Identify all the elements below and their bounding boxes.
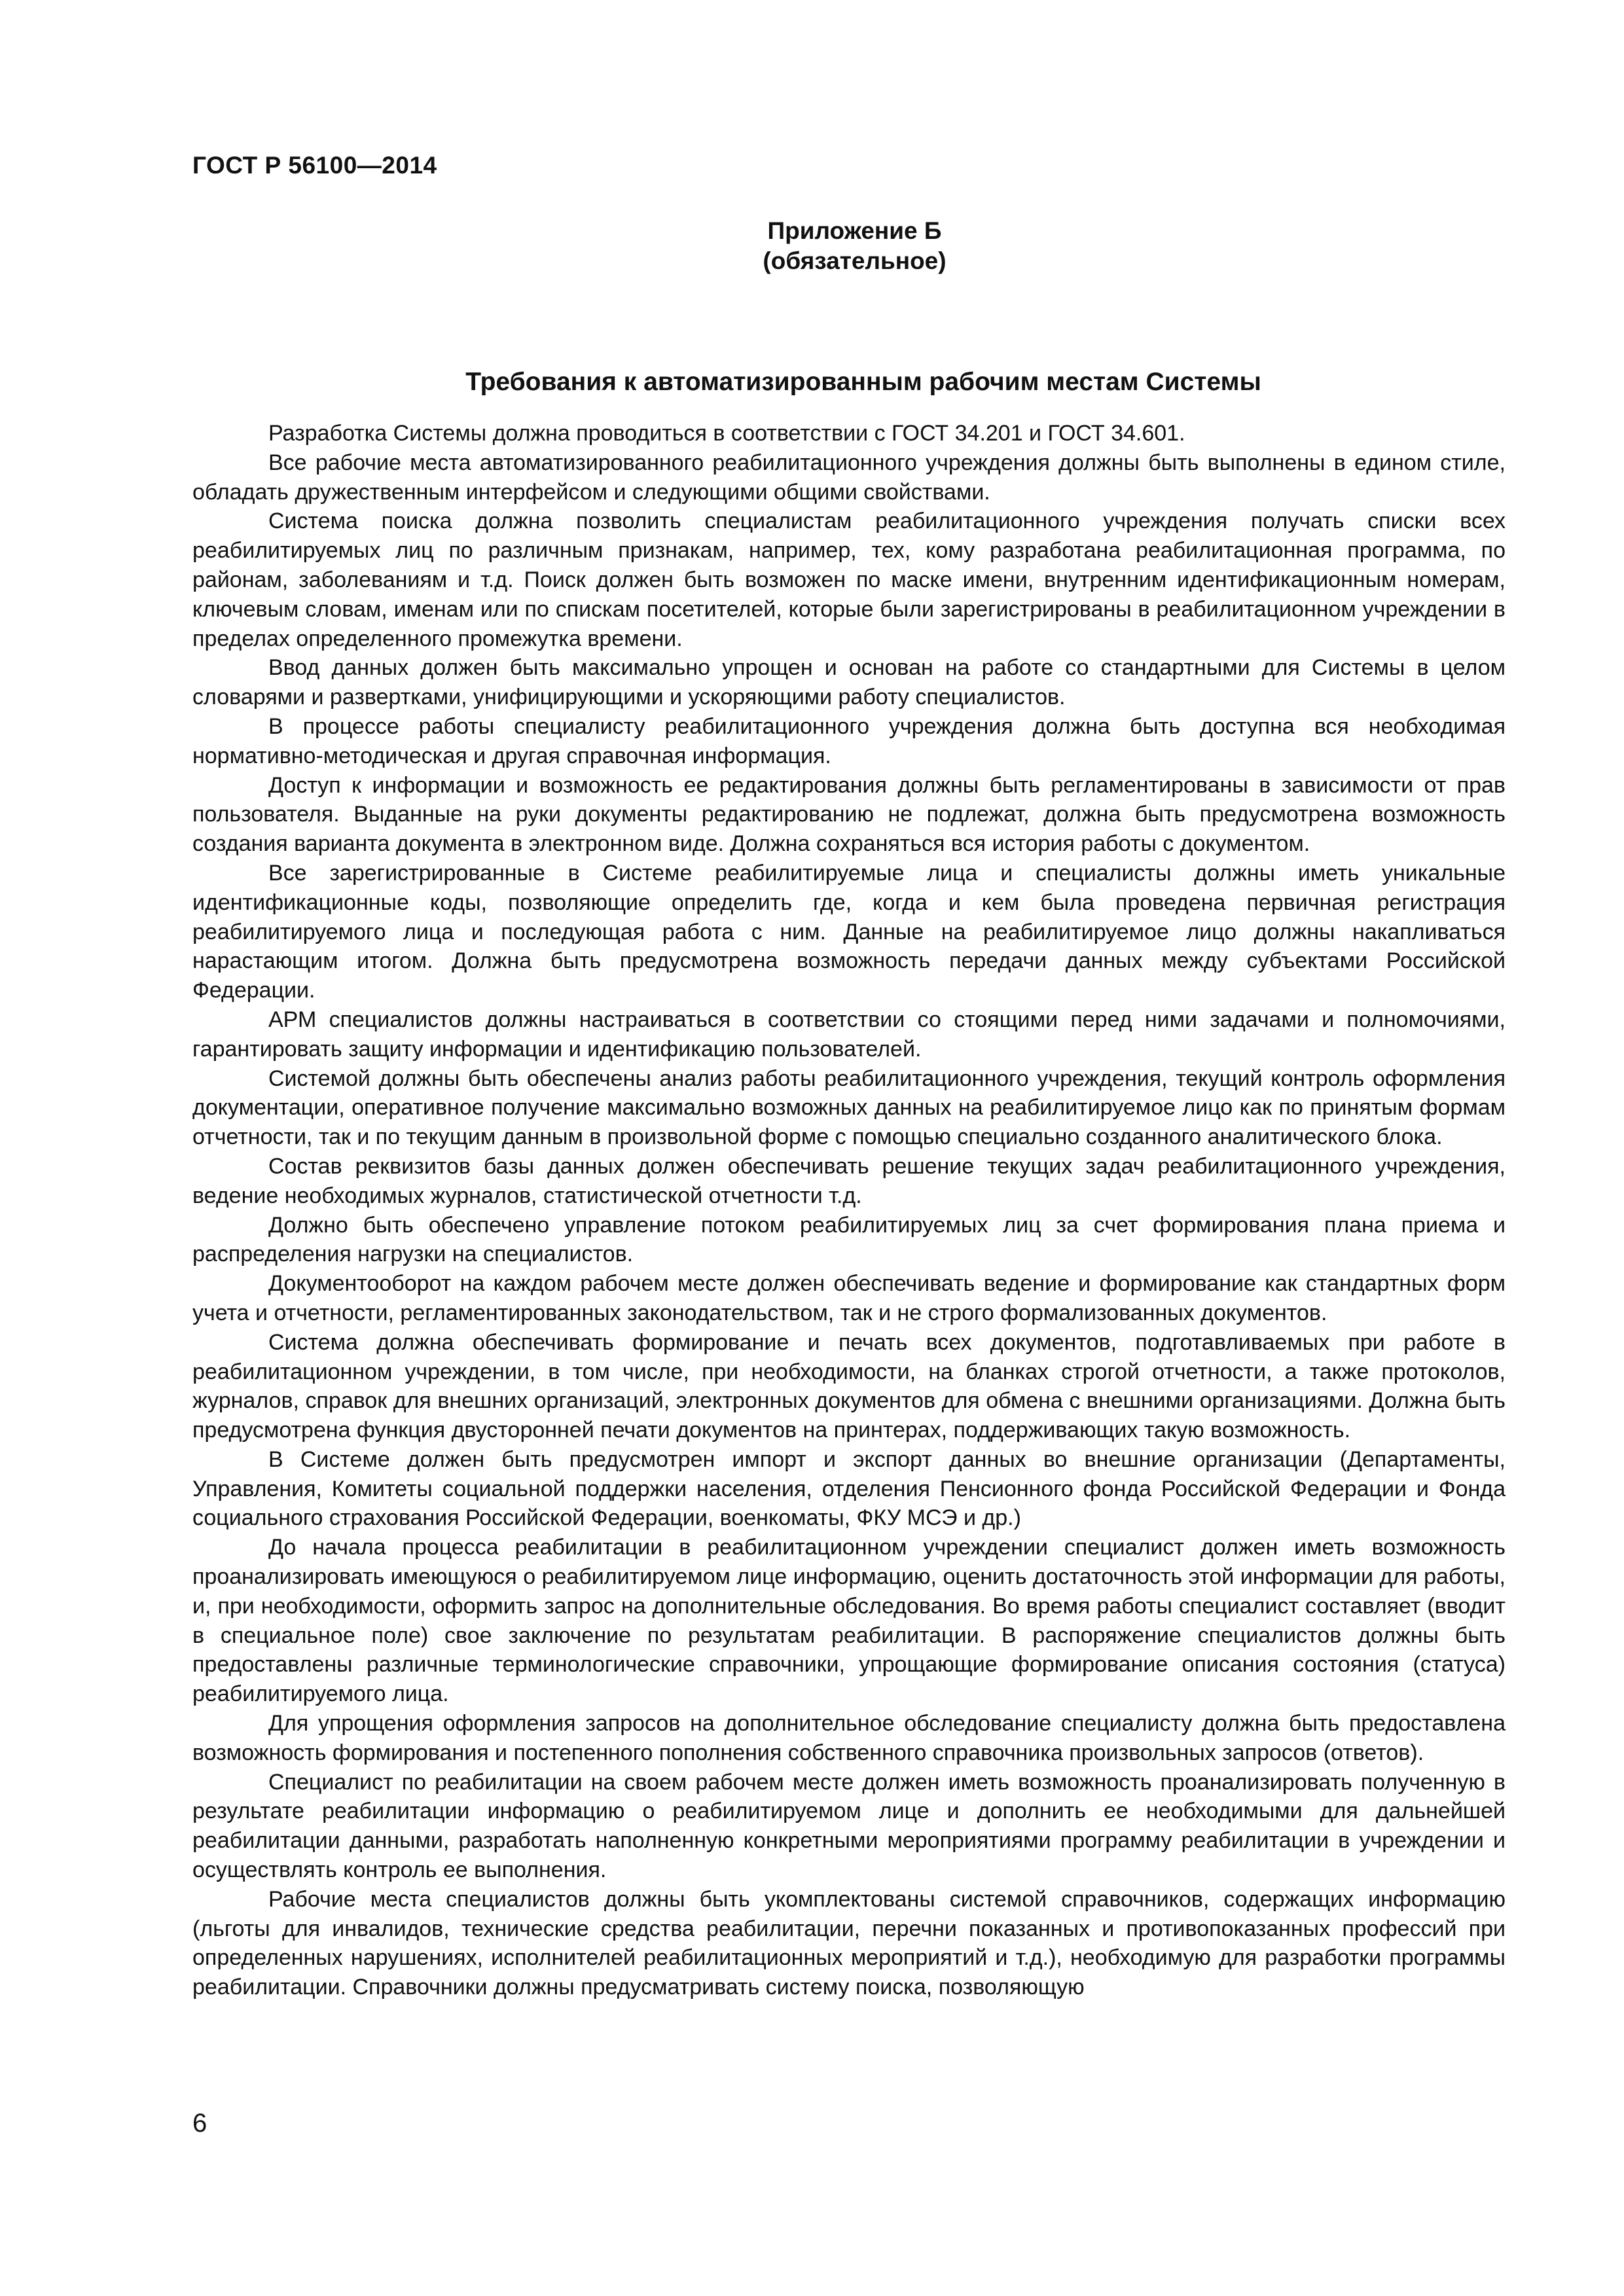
paragraph: Для упрощения оформления запросов на дополнительное обследование специалисту должна быть предоставлена возможность формирования и постепенного пополнения собственного справочника произвольных запросов (ответов). — [192, 1711, 1506, 1765]
standard-code-header: ГОСТ Р 56100—2014 — [192, 152, 437, 179]
paragraph: АРМ специалистов должны настраиваться в соответствии со стоящими перед ними задачами и полномочиями, гарантировать защиту информации и идентификацию пользователей. — [192, 1007, 1506, 1062]
paragraph: Должно быть обеспечено управление потоком реабилитируемых лиц за счет формирования плана приема и распределения нагрузки на специалистов. — [192, 1212, 1506, 1267]
paragraph: Все зарегистрированные в Системе реабилитируемые лица и специалисты должны иметь уникальные идентификационные коды, позволяющие определить где, когда и кем была проведена первичная регистрация реабилитируемого лица и последующая работа с ним. Данные на реабилитируемое лицо должны накапливаться нарастающим итогом. Должна быть предусмотрена возможность передачи данных между субъектами Российской Федерации. — [192, 860, 1506, 1003]
paragraph: Разработка Системы должна проводиться в соответствии с ГОСТ 34.201 и ГОСТ 34.601. — [268, 421, 1185, 446]
paragraph: Документооборот на каждом рабочем месте должен обеспечивать ведение и формирование как стандартных форм учета и отчетности, регламентированных законодательством, так и не строго формализованных документов. — [192, 1271, 1506, 1325]
section-title: Требования к автоматизированным рабочим местам Системы — [465, 368, 1261, 396]
paragraph: Рабочие места специалистов должны быть укомплектованы системой справочников, содержащих информацию (льготы для инвалидов, технические средства реабилитации, перечни показанных и противопоказанных профессий при определенных нарушениях, исполнителей реабилитационных мероприятий и т.д.), необходимую для разработки программы реабилитации. Справочники должны предусматривать систему поиска, позволяющую — [192, 1886, 1506, 2000]
paragraph: До начала процесса реабилитации в реабилитационном учреждении специалист должен иметь возможность проанализировать имеющуюся о реабилитируемом лице информацию, оценить достаточность этой информации для работы, и, при необходимости, оформить запрос на дополнительные обследования. Во время работы специалист составляет (вводит в специальное поле) свое заключение по результатам реабилитации. В распоряжение специалистов должны быть предоставлены различные терминологические справочники, упрощающие формирование описания состояния (статуса) реабилитируемого лица. — [192, 1535, 1506, 1707]
paragraph: Система поиска должна позволить специалистам реабилитационного учреждения получать списки всех реабилитируемых лиц по различным признакам, например, тех, кому разработана реабилитационная программа, по районам, заболеваниям и т.д. Поиск должен быть возможен по маске имени, внутренним идентификационным номерам, ключевым словам, именам или по спискам посетителей, которые были зарегистрированы в реабилитационном учреждении в пределах определенного промежутка времени. — [192, 509, 1506, 651]
appendix-title: Приложение Б — [767, 217, 942, 244]
paragraph: В Системе должен быть предусмотрен импорт и экспорт данных во внешние организации (Департаменты, Управления, Комитеты социальной поддержки населения, отделения Пенсионного фонда Российской Федерации и Фонда социального страхования Российской Федерации, военкоматы, ФКУ МСЭ и др.) — [192, 1446, 1506, 1531]
appendix-status: (обязательное) — [763, 247, 947, 274]
page-number: 6 — [192, 2109, 208, 2138]
paragraph: Ввод данных должен быть максимально упрощен и основан на работе со стандартными для Системы в целом словарями и развертками, унифицирующими и ускоряющими работу специалистов. — [192, 655, 1506, 710]
paragraph: В процессе работы специалисту реабилитационного учреждения должна быть доступна вся необходимая нормативно-методическая и другая справочная информация. — [192, 713, 1506, 768]
paragraph: Специалист по реабилитации на своем рабочем месте должен иметь возможность проанализировать полученную в результате реабилитации информацию о реабилитируемом лице и дополнить ее необходимыми для дальнейшей реабилитации данными, разработать наполненную конкретными мероприятиями программу реабилитации в учреждении и осуществлять контроль ее выполнения. — [192, 1769, 1506, 1883]
paragraph: Системой должны быть обеспечены анализ работы реабилитационного учреждения, текущий контроль оформления документации, оперативное получение максимально возможных данных на реабилитируемое лицо как по принятым формам отчетности, так и по текущим данным в произвольной форме с помощью специально созданного аналитического блока. — [192, 1066, 1506, 1150]
paragraph: Система должна обеспечивать формирование и печать всех документов, подготавливаемых при работе в реабилитационном учреждении, в том числе, при необходимости, на бланках строгой отчетности, а также протоколов, журналов, справок для внешних организаций, электронных документов для обмена с внешними организациями. Должна быть предусмотрена функция двусторонней печати документов на принтерах, поддерживающих такую возможность. — [192, 1329, 1506, 1443]
paragraph: Все рабочие места автоматизированного реабилитационного учреждения должны быть выполнены в едином стиле, обладать дружественным интерфейсом и следующими общими свойствами. — [192, 450, 1506, 505]
appendix-heading — [0, 216, 1624, 276]
paragraph: Состав реквизитов базы данных должен обеспечивать решение текущих задач реабилитационного учреждения, ведение необходимых журналов, статистической отчетности т.д. — [192, 1153, 1506, 1208]
body-text — [192, 419, 1506, 2002]
paragraph: Доступ к информации и возможность ее редактирования должны быть регламентированы в зависимости от прав пользователя. Выданные на руки документы редактированию не подлежат, должна быть предусмотрена возможность создания варианта документа в электронном виде. Должна сохраняться вся история работы с документом. — [192, 772, 1506, 857]
